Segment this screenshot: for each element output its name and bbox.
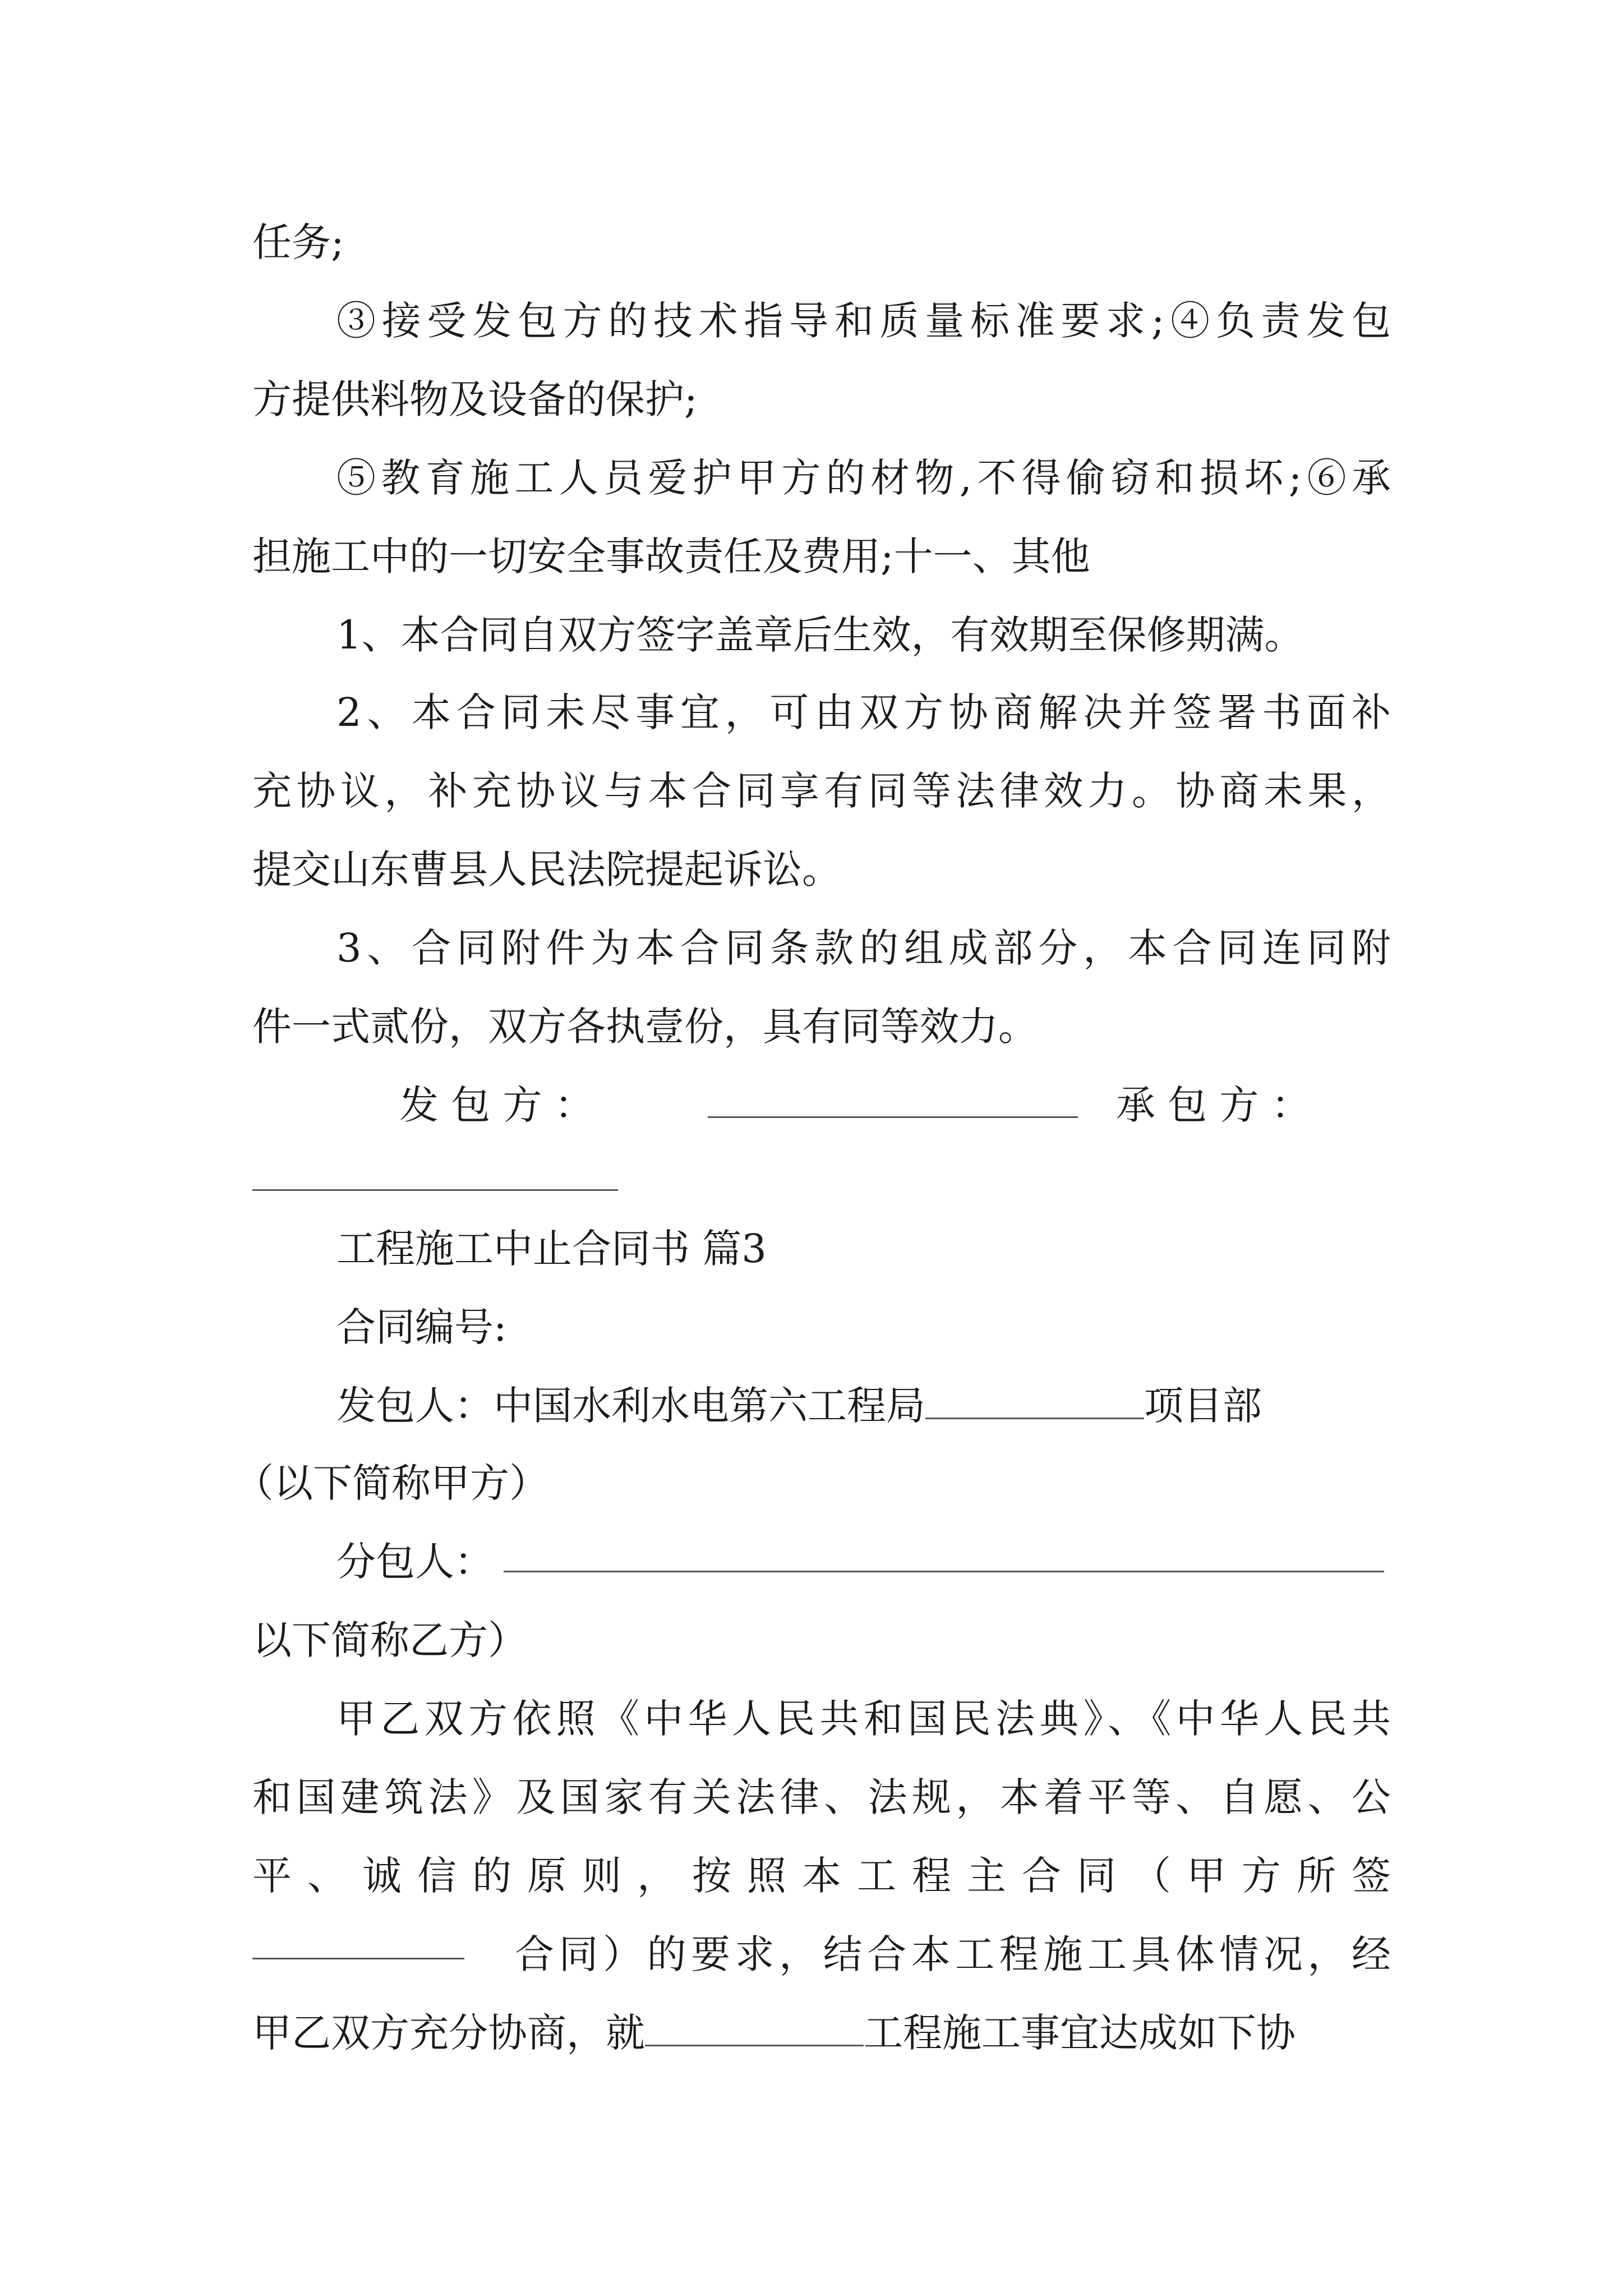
text-line: 3、合同附件为本合同条款的组成部分，本合同连同附 — [336, 925, 1391, 971]
employer-signature-label: 发 包 方 ： — [399, 1082, 594, 1128]
section-title: 工程施工中止合同书 篇3 — [336, 1226, 767, 1272]
text-line: 提交山东曹县人民法院提起诉讼。 — [252, 846, 841, 892]
employer-line — [336, 1380, 1262, 1432]
subcontractor-label: 分包人： — [336, 1539, 494, 1585]
contract-name-blank — [252, 1958, 464, 1959]
text-line: 1、本合同自双方签字盖章后生效，有效期至保修期满。 — [336, 612, 1304, 658]
agreement-text-end: 工程施工事宜达成如下协 — [864, 2010, 1295, 2056]
text-line: 平、诚信的原则，按照本工程主合同（甲方所签 — [252, 1853, 1391, 1899]
text-line: 担施工中的一切安全事故责任及费用;十一、其他 — [252, 533, 1090, 579]
employer-signature-blank — [708, 1116, 1078, 1118]
text-line: 和国建筑法》及国家有关法律、法规，本着平等、自愿、公 — [252, 1774, 1391, 1820]
text-line: 方提供料物及设备的保护; — [252, 376, 698, 422]
text-line: 任务; — [252, 219, 344, 265]
text-line: 件一式贰份，双方各执壹份，具有同等效力。 — [252, 1004, 1038, 1050]
employer-label: 发包人： — [336, 1383, 494, 1429]
project-suffix: 项目部 — [1144, 1383, 1262, 1429]
agreement-line — [252, 2007, 1391, 2059]
text-line: 2、本合同未尽事宜，可由双方协商解决并签署书面补 — [336, 689, 1391, 735]
agreement-text-start: 甲乙双方充分协商，就 — [252, 2010, 645, 2056]
contractor-signature-label: 承 包 方 ： — [1116, 1082, 1311, 1128]
text-line: ⑤教育施工人员爱护甲方的材物,不得偷窃和损坏;⑥承 — [336, 455, 1391, 501]
employer-name: 中国水利水电第六工程局 — [494, 1383, 925, 1429]
contract-number-label: 合同编号: — [336, 1304, 507, 1350]
project-blank — [925, 1384, 1144, 1419]
text-line: 合同）的要求，结合本工程施工具体情况，经 — [515, 1931, 1391, 1977]
text-line: 甲乙双方依照《中华人民共和国民法典》、《中华人民共 — [336, 1696, 1391, 1742]
contractor-signature-blank — [252, 1189, 618, 1191]
text-line: （以下简称甲方） — [234, 1460, 548, 1506]
project-name-blank — [645, 2011, 864, 2046]
text-line: ③接受发包方的技术指导和质量标准要求;④负责发包 — [336, 298, 1391, 344]
subcontractor-blank — [504, 1571, 1384, 1572]
text-line: 充协议，补充协议与本合同享有同等法律效力。协商未果， — [252, 768, 1391, 814]
text-line: 以下简称乙方） — [252, 1617, 527, 1663]
